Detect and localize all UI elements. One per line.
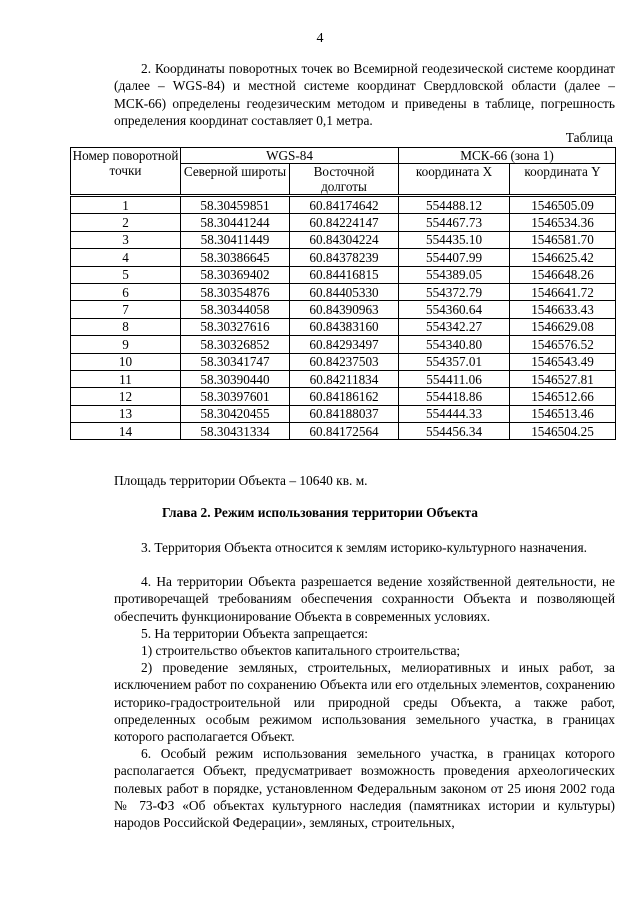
coordinate-x-cell: 554467.73 (399, 214, 510, 231)
point-number-cell: 12 (71, 388, 181, 405)
coordinate-x-cell: 554360.64 (399, 301, 510, 318)
point-number-cell: 5 (71, 266, 181, 283)
longitude-cell: 60.84383160 (290, 318, 399, 335)
table-row (71, 196, 616, 214)
longitude-cell: 60.84188037 (290, 405, 399, 422)
table-row (71, 318, 616, 335)
point-number-cell: 4 (71, 249, 181, 266)
point-number-cell: 3 (71, 231, 181, 248)
longitude-cell: 60.84211834 (290, 370, 399, 387)
coordinate-y-cell: 1546576.52 (510, 336, 616, 353)
table-row (71, 266, 616, 283)
longitude-cell: 60.84416815 (290, 266, 399, 283)
chapter-heading: Глава 2. Режим использования территории Объекта (162, 505, 478, 520)
table-row (71, 249, 616, 266)
point-number-cell: 11 (71, 370, 181, 387)
latitude-cell: 58.30431334 (181, 423, 290, 440)
coordinate-x-cell: 554456.34 (399, 423, 510, 440)
point-number-cell: 8 (71, 318, 181, 335)
longitude-cell: 60.84378239 (290, 249, 399, 266)
latitude-cell: 58.30441244 (181, 214, 290, 231)
coordinate-x-cell: 554372.79 (399, 283, 510, 300)
table-row (71, 336, 616, 353)
table-caption: Таблица (565, 130, 613, 145)
paragraph-coordinates-intro: 2. Координаты поворотных точек во Всемирной геодезической системе координат (далее – WGS-84) и местной системе координат Свердловской области (далее – МСК-66) определены геодезическим методом и приведены в таблице, погрешность определения координат составляет 0,1 метра. (114, 61, 615, 128)
latitude-cell: 58.30354876 (181, 283, 290, 300)
coordinate-y-cell: 1546629.08 (510, 318, 616, 335)
coordinate-x-cell: 554407.99 (399, 249, 510, 266)
latitude-cell: 58.30459851 (181, 196, 290, 214)
coordinate-x-cell: 554389.05 (399, 266, 510, 283)
latitude-cell: 58.30327616 (181, 318, 290, 335)
header-latitude: Северной широты (181, 164, 290, 196)
latitude-cell: 58.30386645 (181, 249, 290, 266)
paragraph-5: 5. На территории Объекта запрещается: (141, 626, 368, 641)
table-row (71, 353, 616, 370)
latitude-cell: 58.30344058 (181, 301, 290, 318)
coordinate-x-cell: 554342.27 (399, 318, 510, 335)
coordinate-y-cell: 1546512.66 (510, 388, 616, 405)
point-number-cell: 2 (71, 214, 181, 231)
header-point-number: Номер поворотной точки (71, 148, 181, 196)
coordinate-y-cell: 1546648.26 (510, 266, 616, 283)
paragraph-3: 3. Территория Объекта относится к землям историко-культурного назначения. (141, 540, 587, 555)
table-row (71, 283, 616, 300)
page-number: 4 (316, 31, 324, 46)
table-row (71, 370, 616, 387)
point-number-cell: 13 (71, 405, 181, 422)
table-row (71, 301, 616, 318)
longitude-cell: 60.84405330 (290, 283, 399, 300)
coordinate-y-cell: 1546527.81 (510, 370, 616, 387)
latitude-cell: 58.30420455 (181, 405, 290, 422)
coordinate-y-cell: 1546543.49 (510, 353, 616, 370)
latitude-cell: 58.30341747 (181, 353, 290, 370)
point-number-cell: 14 (71, 423, 181, 440)
latitude-cell: 58.30369402 (181, 266, 290, 283)
coordinate-x-cell: 554357.01 (399, 353, 510, 370)
coordinate-y-cell: 1546633.43 (510, 301, 616, 318)
header-coordinate-x: координата X (399, 164, 510, 196)
header-coordinate-y: координата Y (510, 164, 616, 196)
coordinate-x-cell: 554411.06 (399, 370, 510, 387)
point-number-cell: 6 (71, 283, 181, 300)
latitude-cell: 58.30326852 (181, 336, 290, 353)
point-number-cell: 9 (71, 336, 181, 353)
coordinate-y-cell: 1546625.42 (510, 249, 616, 266)
longitude-cell: 60.84186162 (290, 388, 399, 405)
point-number-cell: 10 (71, 353, 181, 370)
table-row (71, 423, 616, 440)
paragraph-4: 4. На территории Объекта разрешается ведение хозяйственной деятельности, не противоречащей требованиям обеспечения сохранности Объекта и позволяющей обеспечить функционирование Объекта в современных условиях. (114, 574, 615, 624)
table-row (71, 214, 616, 231)
coordinate-y-cell: 1546513.46 (510, 405, 616, 422)
longitude-cell: 60.84224147 (290, 214, 399, 231)
coordinates-table (70, 147, 616, 440)
longitude-cell: 60.84390963 (290, 301, 399, 318)
paragraph-5-item-1: 1) строительство объектов капитального строительства; (141, 643, 461, 658)
latitude-cell: 58.30390440 (181, 370, 290, 387)
longitude-cell: 60.84293497 (290, 336, 399, 353)
longitude-cell: 60.84304224 (290, 231, 399, 248)
coordinate-y-cell: 1546505.09 (510, 196, 616, 214)
longitude-cell: 60.84172564 (290, 423, 399, 440)
coordinate-y-cell: 1546641.72 (510, 283, 616, 300)
coordinate-y-cell: 1546534.36 (510, 214, 616, 231)
table-row (71, 405, 616, 422)
coordinates-table-body (71, 196, 616, 440)
latitude-cell: 58.30397601 (181, 388, 290, 405)
paragraph-6: 6. Особый режим использования земельного участка, в границах которого располагается Объект, предусматривает возможность проведения археологических полевых работ в порядке, установленном Федеральным законом от 25 июня 2002 года № 73-ФЗ «Об объектах культурного наследия (памятниках истории и культуры) народов Российской Федерации», земляных, строительных, (114, 746, 615, 831)
coordinate-x-cell: 554435.10 (399, 231, 510, 248)
point-number-cell: 1 (71, 196, 181, 214)
table-row (71, 231, 616, 248)
coordinate-x-cell: 554340.80 (399, 336, 510, 353)
paragraph-5-item-2: 2) проведение земляных, строительных, мелиоративных и иных работ, за исключением работ по сохранению Объекта или его отдельных элементов, сохранению историко-градостроительной или природной среды Объекта, а также работ, определенных особым режимом использования земельного участка, в границах которого располагается Объект. (114, 660, 615, 745)
latitude-cell: 58.30411449 (181, 231, 290, 248)
longitude-cell: 60.84237503 (290, 353, 399, 370)
point-number-cell: 7 (71, 301, 181, 318)
header-longitude: Восточной долготы (290, 164, 399, 196)
coordinate-x-cell: 554418.86 (399, 388, 510, 405)
coordinate-x-cell: 554444.33 (399, 405, 510, 422)
coordinate-y-cell: 1546581.70 (510, 231, 616, 248)
coordinate-x-cell: 554488.12 (399, 196, 510, 214)
area-text: Площадь территории Объекта – 10640 кв. м. (114, 473, 368, 488)
table-row (71, 388, 616, 405)
header-msk66: МСК-66 (зона 1) (399, 148, 616, 164)
coordinate-y-cell: 1546504.25 (510, 423, 616, 440)
longitude-cell: 60.84174642 (290, 196, 399, 214)
header-wgs84: WGS-84 (181, 148, 399, 164)
